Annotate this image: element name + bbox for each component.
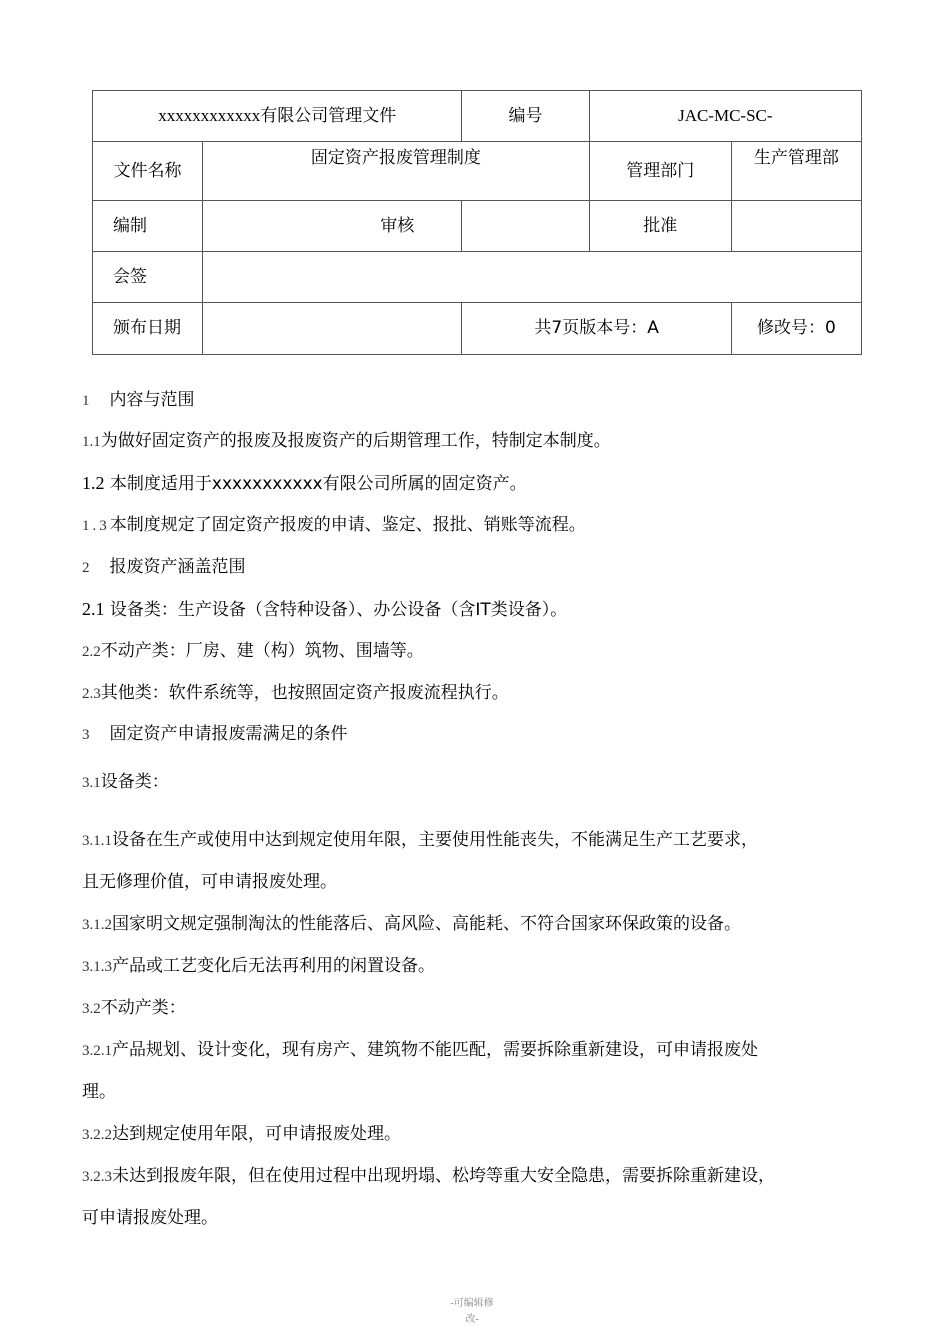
footer-line-1: -可编辑修 [450,1298,494,1309]
paragraph-2-2: 2.2不动产类：厂房、建（构）筑物、围墙等。 [82,641,424,661]
paragraph-2-1: 2.1 设备类：生产设备（含特种设备）、办公设备（含IT类设备）。 [82,599,568,620]
issue-date-value [203,303,462,355]
paragraph-3-1-1: 3.1.1设备在生产或使用中达到规定使用年限，主要使用性能丧失，不能满足生产工艺要求， [82,830,758,850]
compile-label: 编制 [93,201,203,252]
number-value: JAC-MC-SC- [589,91,861,142]
file-name-value: 固定资产报废管理制度 [203,142,589,201]
footer-line-2: 改- [465,1314,479,1325]
paragraph-3-2-3: 3.2.3未达到报废年限，但在使用过程中出现坍塌、松垮等重大安全隐患，需要拆除重新建设， [82,1166,775,1186]
pages-version: 共7页版本号：A [462,303,731,355]
approve-label: 批准 [589,201,731,252]
company-document-title: xxxxxxxxxxxx有限公司管理文件 [93,91,462,142]
paragraph-3-2-3-continued: 可申请报废处理。 [82,1208,218,1228]
paragraph-3-2-2: 3.2.2达到规定使用年限，可申请报废处理。 [82,1124,401,1144]
paragraph-3-2: 3.2不动产类： [82,998,186,1018]
revision-number: 修改号：0 [731,303,861,355]
section-2-heading: 2 报废资产涵盖范围 [82,557,246,577]
paragraph-3-2-1-continued: 理。 [82,1082,116,1102]
countersign-label: 会签 [93,252,203,303]
dept-label: 管理部门 [589,142,731,201]
paragraph-1-1: 1.1为做好固定资产的报废及报废资产的后期管理工作，特制定本制度。 [82,431,611,451]
number-label: 编号 [462,91,589,142]
paragraph-1-3: 1.3本制度规定了固定资产报废的申请、鉴定、报批、销账等流程。 [82,515,586,535]
section-1-heading: 1 内容与范围 [82,390,195,410]
issue-date-label: 颁布日期 [93,303,203,355]
paragraph-3-2-1: 3.2.1产品规划、设计变化，现有房产、建筑物不能匹配，需要拆除重新建设，可申请报废处 [82,1040,758,1060]
file-name-label: 文件名称 [93,142,203,201]
review-label: 审核 [203,201,462,252]
document-header-table [92,90,862,355]
page-footer [440,1296,504,1328]
section-3-heading: 3 固定资产申请报废需满足的条件 [82,724,348,744]
paragraph-3-1-3: 3.1.3产品或工艺变化后无法再利用的闲置设备。 [82,956,435,976]
paragraph-2-3: 2.3其他类：软件系统等，也按照固定资产报废流程执行。 [82,683,509,703]
paragraph-1-2: 1.2 本制度适用于xxxxxxxxxxx有限公司所属的固定资产。 [82,473,527,494]
review-value [462,201,589,252]
dept-value: 生产管理部 [731,142,861,201]
paragraph-3-1-1-continued: 且无修理价值，可申请报废处理。 [82,872,337,892]
paragraph-3-1-2: 3.1.2国家明文规定强制淘汰的性能落后、高风险、高能耗、不符合国家环保政策的设备。 [82,914,741,934]
paragraph-3-1: 3.1设备类： [82,772,169,792]
approve-value [731,201,861,252]
countersign-value [203,252,862,303]
